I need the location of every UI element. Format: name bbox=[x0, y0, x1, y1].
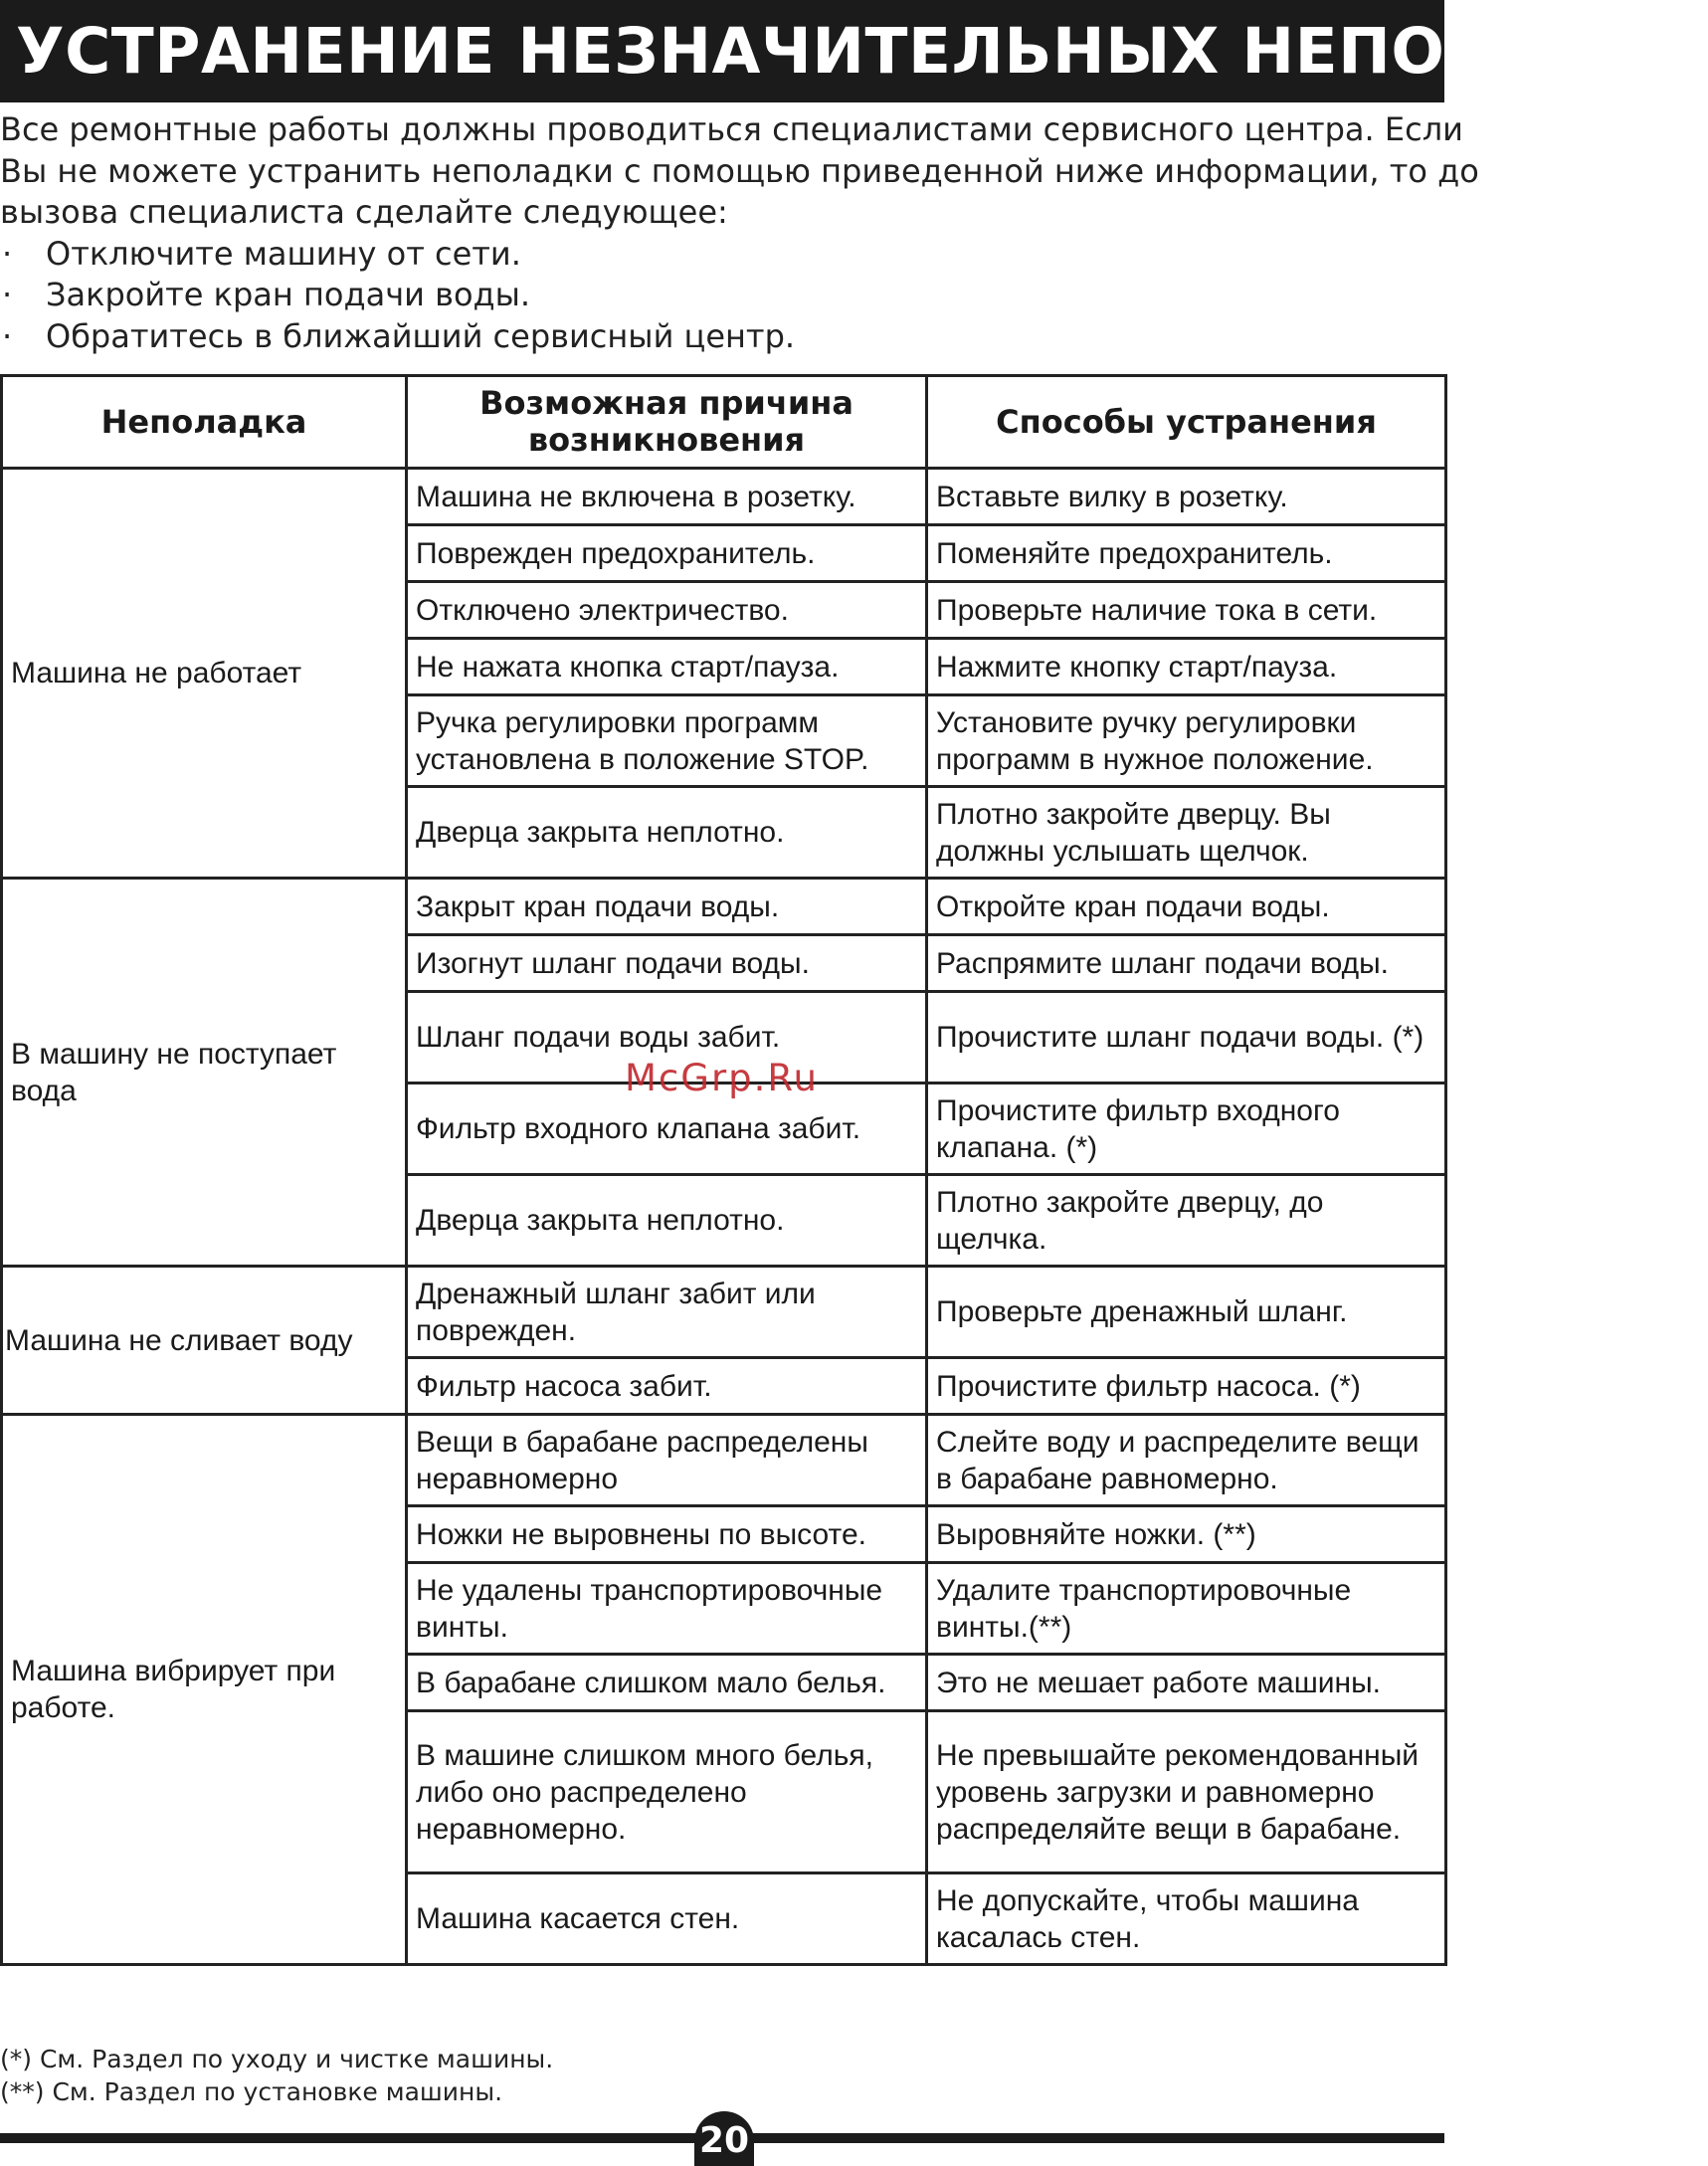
cause-cell: Не нажата кнопка старт/пауза. bbox=[407, 639, 927, 695]
cause-cell: Закрыт кран подачи воды. bbox=[407, 879, 927, 935]
cause-cell: Дверца закрыта неплотно. bbox=[407, 1175, 927, 1267]
solution-cell: Прочистите шланг подачи воды. (*) bbox=[927, 992, 1446, 1083]
footnotes bbox=[0, 2043, 553, 2108]
cause-cell: Поврежден предохранитель. bbox=[407, 525, 927, 582]
cause-cell: Отключено электричество. bbox=[407, 582, 927, 639]
intro-block bbox=[0, 109, 1479, 357]
intro-line: Вы не можете устранить неполадки с помощью приведенной ниже информации, то до bbox=[0, 151, 1479, 190]
footnote: (**) См. Раздел по установке машины. bbox=[0, 2077, 503, 2106]
intro-bullet bbox=[0, 275, 1444, 316]
solution-cell: Проверьте дренажный шланг. bbox=[927, 1267, 1446, 1358]
watermark: McGrp.Ru bbox=[625, 1057, 819, 1099]
title-bar bbox=[0, 0, 1708, 102]
header-problem: Неполадка bbox=[2, 376, 407, 469]
solution-cell: Прочистите фильтр входного клапана. (*) bbox=[927, 1083, 1446, 1175]
solution-cell: Плотно закройте дверцу, до щелчка. bbox=[927, 1175, 1446, 1267]
cause-cell: Дренажный шланг забит или поврежден. bbox=[407, 1267, 927, 1358]
table-row bbox=[2, 1415, 1446, 1506]
bullet-text: Обратитесь в ближайший сервисный центр. bbox=[46, 316, 796, 355]
bullet-text: Отключите машину от сети. bbox=[46, 234, 521, 273]
header-cause: Возможная причина возникновения bbox=[407, 376, 927, 469]
solution-cell: Откройте кран подачи воды. bbox=[927, 879, 1446, 935]
cause-cell: Ножки не выровнены по высоте. bbox=[407, 1506, 927, 1563]
footnote: (*) См. Раздел по уходу и чистке машины. bbox=[0, 2045, 554, 2073]
problem-cell: В машину не поступает вода bbox=[2, 879, 407, 1267]
cause-cell: Изогнут шланг подачи воды. bbox=[407, 935, 927, 992]
solution-cell: Проверьте наличие тока в сети. bbox=[927, 582, 1446, 639]
header-solution: Способы устранения bbox=[927, 376, 1446, 469]
bullet-dot: · bbox=[2, 316, 13, 355]
solution-cell: Слейте воду и распределите вещи в барабане равномерно. bbox=[927, 1415, 1446, 1506]
intro-bullet-list bbox=[0, 234, 1444, 358]
cause-cell: Шланг подачи воды забит. bbox=[407, 992, 927, 1083]
intro-line: вызова специалиста сделайте следующее: bbox=[0, 193, 728, 231]
intro-bullet bbox=[0, 234, 1444, 276]
table-header-row bbox=[2, 376, 1446, 469]
intro-line: Все ремонтные работы должны проводиться специалистами сервисного центра. Если bbox=[0, 110, 1463, 148]
bullet-text: Закройте кран подачи воды. bbox=[46, 276, 531, 313]
solution-cell: Не допускайте, чтобы машина касалась стен. bbox=[927, 1873, 1446, 1965]
cause-cell: Вещи в барабане распределены неравномерно bbox=[407, 1415, 927, 1506]
page-number: 20 bbox=[694, 2111, 754, 2166]
solution-cell: Прочистите фильтр насоса. (*) bbox=[927, 1358, 1446, 1415]
cause-cell: Машина касается стен. bbox=[407, 1873, 927, 1965]
cause-cell: Дверца закрыта неплотно. bbox=[407, 787, 927, 879]
solution-cell: Плотно закройте дверцу. Вы должны услышать щелчок. bbox=[927, 787, 1446, 879]
solution-cell: Удалите транспортировочные винты.(**) bbox=[927, 1563, 1446, 1655]
solution-cell: Установите ручку регулировки программ в нужное положение. bbox=[927, 695, 1446, 787]
bullet-dot: · bbox=[2, 234, 13, 273]
table-row bbox=[2, 1267, 1446, 1358]
page-title: УСТРАНЕНИЕ НЕЗНАЧИТЕЛЬНЫХ НЕПОЛАДОК bbox=[16, 15, 1708, 88]
troubleshooting-table bbox=[0, 374, 1447, 1966]
cause-cell: Не удалены транспортировочные винты. bbox=[407, 1563, 927, 1655]
problem-cell: Машина не сливает воду bbox=[2, 1267, 407, 1415]
cause-cell: В машине слишком много белья, либо оно распределено неравномерно. bbox=[407, 1711, 927, 1873]
table-row bbox=[2, 469, 1446, 525]
table-row bbox=[2, 879, 1446, 935]
solution-cell: Поменяйте предохранитель. bbox=[927, 525, 1446, 582]
solution-cell: Это не мешает работе машины. bbox=[927, 1655, 1446, 1711]
cause-cell: Ручка регулировки программ установлена в положение STOP. bbox=[407, 695, 927, 787]
cause-cell: Машина не включена в розетку. bbox=[407, 469, 927, 525]
problem-cell: Машина вибрирует при работе. bbox=[2, 1415, 407, 1965]
solution-cell: Распрямите шланг подачи воды. bbox=[927, 935, 1446, 992]
solution-cell: Вставьте вилку в розетку. bbox=[927, 469, 1446, 525]
solution-cell: Выровняйте ножки. (**) bbox=[927, 1506, 1446, 1563]
intro-bullet bbox=[0, 316, 1444, 358]
solution-cell: Нажмите кнопку старт/пауза. bbox=[927, 639, 1446, 695]
solution-cell: Не превышайте рекомендованный уровень загрузки и равномерно распределяйте вещи в барабане. bbox=[927, 1711, 1446, 1873]
cause-cell: Фильтр насоса забит. bbox=[407, 1358, 927, 1415]
cause-cell: В барабане слишком мало белья. bbox=[407, 1655, 927, 1711]
problem-cell: Машина не работает bbox=[2, 469, 407, 879]
bullet-dot: · bbox=[2, 276, 13, 313]
cause-cell: Фильтр входного клапана забит. bbox=[407, 1083, 927, 1175]
